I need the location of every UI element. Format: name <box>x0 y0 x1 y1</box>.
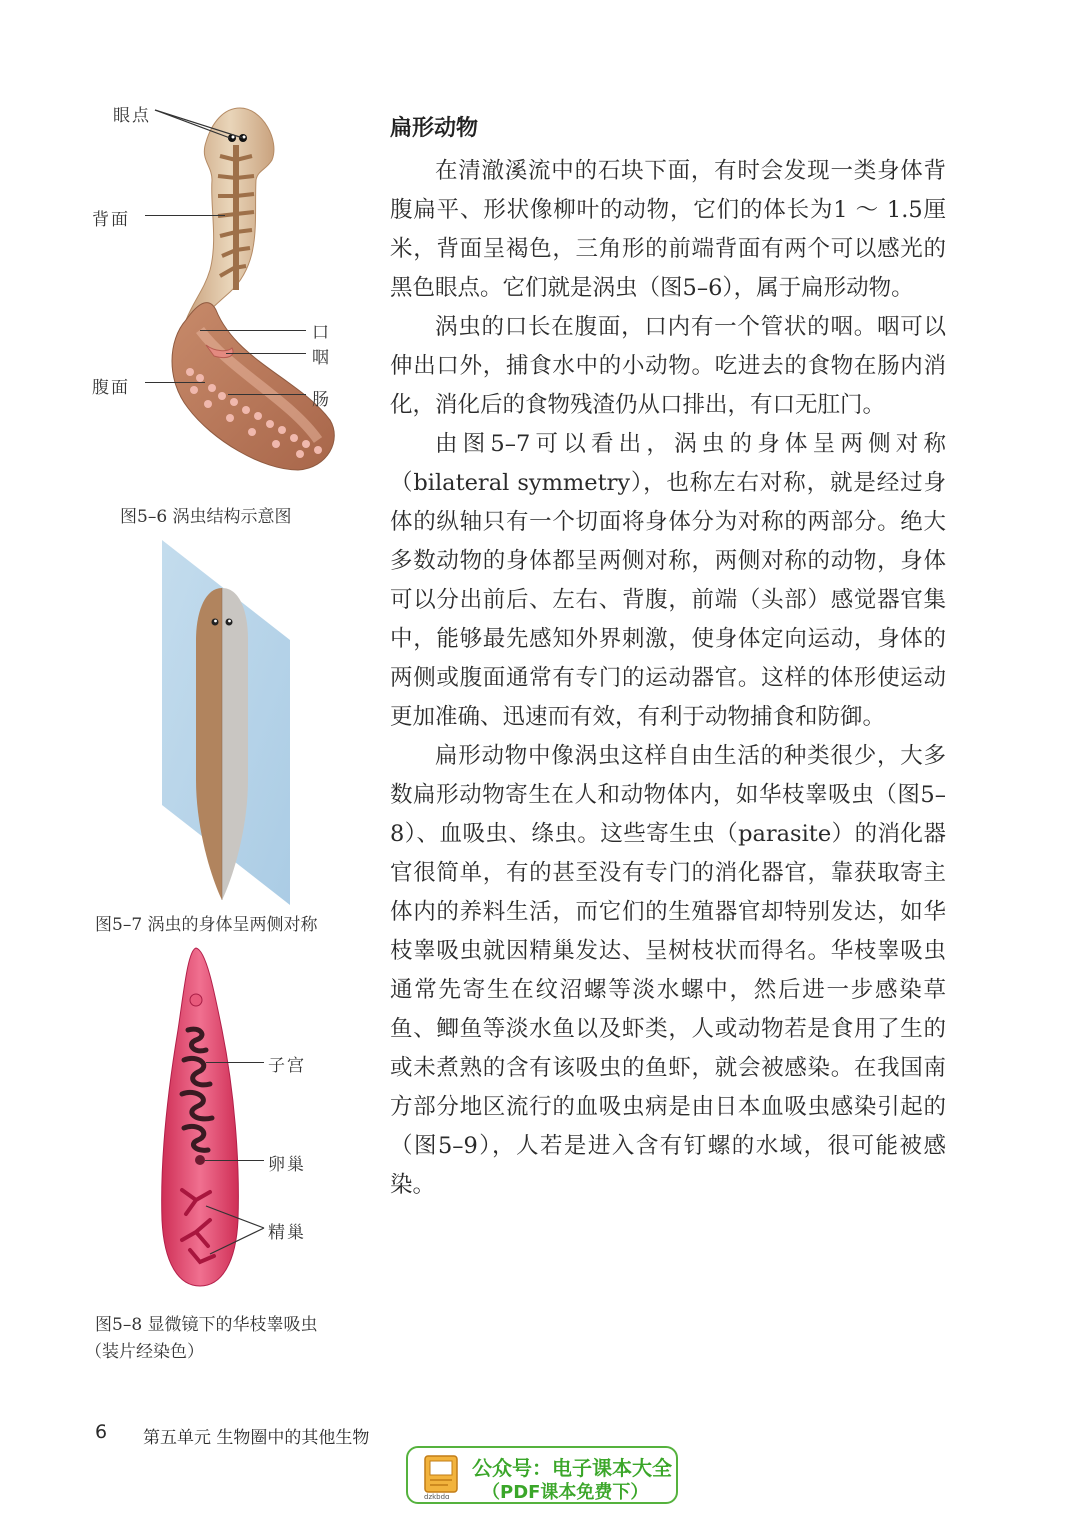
watermark-badge <box>406 1446 678 1504</box>
dorsal-pointer-line <box>145 215 225 216</box>
main-text-column <box>390 112 946 1205</box>
bilateral-symmetry-figure <box>155 538 295 910</box>
label-testis: 精巢 <box>268 1223 306 1243</box>
label-uterus: 子宫 <box>268 1056 306 1076</box>
watermark-line2: （PDF课本免费下） <box>482 1482 649 1503</box>
page-number: 6 <box>95 1421 108 1443</box>
figure-5-7-caption: 图5–7 涡虫的身体呈两侧对称 <box>95 915 318 935</box>
label-pharynx: 咽 <box>312 348 331 368</box>
book-icon <box>422 1453 462 1499</box>
figure-5-6-caption: 图5–6 涡虫结构示意图 <box>120 507 292 527</box>
watermark-line1: 公众号：电子课本大全 <box>472 1456 672 1480</box>
unit-title: 第五单元 生物圈中的其他生物 <box>143 1428 370 1448</box>
mouth-pointer-line <box>200 330 306 331</box>
eyespot-pointer-lines <box>150 105 250 145</box>
label-intestine: 肠 <box>312 390 331 410</box>
testis-pointer-lines <box>200 1200 270 1260</box>
label-ventral: 腹面 <box>92 378 130 398</box>
figure-5-8-caption-line2: （装片经染色） <box>85 1342 204 1362</box>
paragraph-2: 涡虫的口长在腹面，口内有一个管状的咽。咽可以伸出口外，捕食水中的小动物。吃进去的食物在肠内消化，消化后的食物残渣仍从口排出，有口无肛门。 <box>390 314 946 418</box>
planarian-structure-figure <box>150 100 350 490</box>
paragraph-4: 扁形动物中像涡虫这样自由生活的种类很少，大多数扁形动物寄生在人和动物体内，如华枝睾吸虫（图5–8）、血吸虫、绦虫。这些寄生虫（parasite）的消化器官很简单，有的甚至没有专门的消化器官，靠获取寄主体内的养料生活，而它们的生殖器官却特别发达，如华枝睾吸虫就因精巢发达、呈树枝状而得名。华枝睾吸虫通常先寄生在纹沼螺等淡水螺中，然后进一步感染草鱼、鲫鱼等淡水鱼以及虾类，人或动物若是食用了生的或未煮熟的含有该吸虫的鱼虾，就会被感染。在我国南方部分地区流行的血吸虫病是由日本血吸虫感染引起的（图5–9），人若是进入含有钉螺的水域，很可能被感染。 <box>390 743 946 1198</box>
pharynx-pointer-line <box>226 353 306 354</box>
paragraph-3: 由图5–7可以看出，涡虫的身体呈两侧对称（bilateral symmetry），也称左右对称，就是经过身体的纵轴只有一个切面将身体分为对称的两部分。绝大多数动物的身体都呈两侧对称，两侧对称的动物，身体可以分出前后、左右、背腹，前端（头部）感觉器官集中，能够最先感知外界刺激，使身体定向运动，身体的两侧或腹面通常有专门的运动器官。这样的体形使运动更加准确、迅速而有效，有利于动物捕食和防御。 <box>390 431 946 730</box>
intestine-pointer-line <box>228 394 306 395</box>
paragraph-1: 在清澈溪流中的石块下面，有时会发现一类身体背腹扁平、形状像柳叶的动物，它们的体长为1 ～ 1.5厘米，背面呈褐色，三角形的前端背面有两个可以感光的黑色眼点。它们就是涡虫（图5–6），属于扁形动物。 <box>390 158 946 301</box>
badge-icon-text: dzkbdq <box>424 1493 450 1499</box>
figure-5-8-caption-line1: 图5–8 显微镜下的华枝睾吸虫 <box>95 1315 318 1335</box>
uterus-pointer-line <box>206 1062 264 1063</box>
label-mouth: 口 <box>312 323 331 343</box>
ovary-pointer-line <box>205 1160 264 1161</box>
ventral-pointer-line <box>145 382 205 383</box>
label-eyespot: 眼点 <box>113 106 151 126</box>
section-title: 扁形动物 <box>390 116 479 141</box>
label-dorsal: 背面 <box>92 210 130 230</box>
label-ovary: 卵巢 <box>268 1155 306 1175</box>
